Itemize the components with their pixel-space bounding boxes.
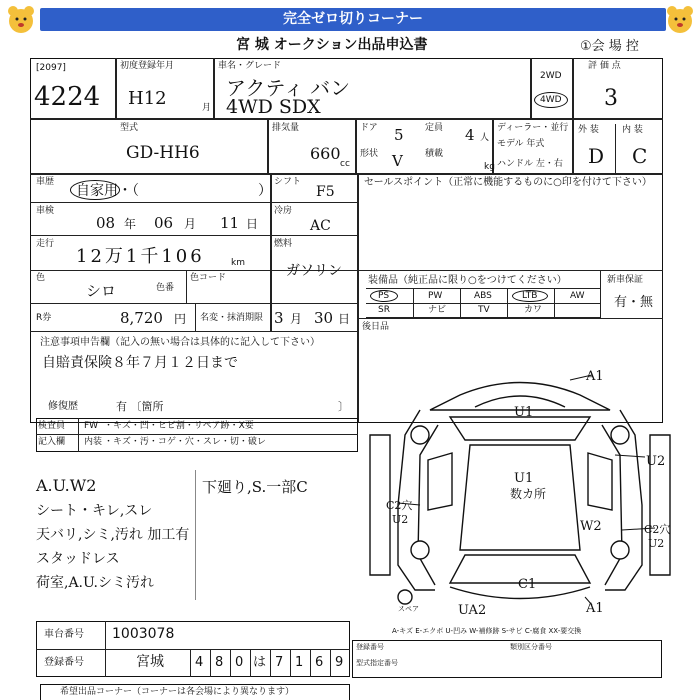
inspection-year: 08	[96, 214, 116, 232]
warranty-value: 有・無	[614, 295, 654, 310]
color-value: シロ	[86, 282, 117, 300]
type-designation-label: 型式指定番号	[356, 659, 398, 667]
repair-close: 〕	[338, 400, 349, 413]
plate-region: 宮城	[136, 654, 164, 670]
reg-number-label: 登録番号	[356, 643, 384, 651]
inspection-label: 車検	[36, 206, 55, 216]
plate-digit: 7	[275, 655, 284, 670]
plate-label: 登録番号	[44, 657, 84, 668]
inspection-month: 06	[154, 214, 174, 232]
damage-mark: A1	[586, 601, 604, 616]
color-number-label: 色番	[156, 283, 175, 293]
title-deadline-day-unit: 日	[338, 312, 351, 326]
load-label: 積載	[425, 149, 444, 159]
aircon-label: 冷房	[274, 206, 293, 216]
inspector-note: スタッドレス	[36, 551, 120, 567]
mileage-unit: km	[231, 258, 245, 268]
model-year-label: モデル 年式	[497, 139, 545, 149]
plate-digit: 0	[235, 655, 244, 670]
displacement-unit: cc	[340, 159, 350, 169]
inspector-note: A.U.W2	[36, 476, 97, 495]
repair-value: 有 〔箇所	[116, 400, 164, 413]
notice-line: 自賠責保険８年７月１２日まで	[42, 355, 238, 371]
shape-label: 形状	[360, 149, 379, 159]
wish-corner-label: 希望出品コーナー（コーナーは各会場により異なります）	[60, 687, 295, 697]
color-label: 色	[36, 273, 46, 283]
exterior-grade: D	[588, 144, 605, 168]
usage-label: 車歴	[36, 177, 55, 187]
model-value: GD-HH6	[126, 143, 200, 163]
equip-aw: AW	[570, 291, 585, 301]
repair-label: 修復歴	[48, 401, 78, 412]
equip-abs: ABS	[474, 291, 492, 301]
mileage-value: 12万1千106	[76, 246, 205, 267]
title-deadline-label: 名変・抹消期限	[200, 313, 264, 323]
model-label: 型式	[120, 123, 139, 133]
inspector-note: 荷室,A.U.シミ汚れ	[36, 575, 154, 591]
score-value: 3	[604, 86, 618, 111]
check-row1: ・キズ・凹・ヒビ割・リペア跡・X要	[104, 421, 254, 431]
color-code-label: 色コード	[190, 273, 227, 283]
category-label: 類別区分番号	[510, 643, 552, 651]
equip-ltb: LTB	[522, 291, 538, 301]
usage-close: ）	[258, 183, 272, 199]
damage-mark: A1	[586, 369, 604, 384]
exterior-label: 外 装	[578, 125, 599, 135]
check-row2: ・キズ・汚・コゲ・穴・スレ・切・破レ	[104, 437, 266, 447]
recycle-unit: 円	[174, 312, 187, 326]
inspection-day: 11	[220, 214, 240, 232]
mascot-icon	[664, 4, 696, 34]
month-unit: 月	[202, 103, 212, 113]
registration-codes-box	[352, 640, 662, 678]
drive-4wd: 4WD	[540, 95, 562, 105]
interior-grade: C	[632, 144, 648, 168]
damage-mark: U2	[392, 513, 409, 526]
drive-2wd: 2WD	[540, 71, 562, 81]
dealer-label: ディーラー・並行	[497, 123, 569, 133]
capacity-label: 定員	[425, 123, 444, 133]
car-name: アクティ バン	[226, 76, 351, 100]
equip-sr: SR	[378, 305, 390, 315]
plate-digit: は	[253, 655, 267, 670]
inspector-note-right: 下廻り,S.一部C	[202, 478, 308, 496]
damage-mark: C2穴	[386, 499, 413, 512]
first-registration-label: 初度登録年月	[120, 61, 175, 71]
plate-digit: 1	[295, 655, 304, 670]
damage-mark: UA2	[458, 603, 487, 618]
inspector-note: 天バリ,シミ,汚れ 加工有	[36, 527, 190, 543]
fuel-value: ガソリン	[286, 263, 342, 279]
car-name-label: 車名・グレード	[218, 61, 282, 71]
notice-label: 注意事項申告欄（記入の無い場合は具体的に記入して下さい）	[40, 337, 320, 348]
plate-digit: 8	[215, 655, 224, 670]
plate-digit: 6	[315, 655, 324, 670]
displacement-label: 排気量	[272, 123, 300, 133]
plate-digit: 9	[335, 655, 344, 670]
inspection-year-unit: 年	[124, 217, 137, 231]
equip-pw: PW	[428, 291, 443, 301]
damage-mark: C1	[518, 577, 537, 592]
damage-mark: U2	[648, 537, 665, 550]
shift-label: シフト	[274, 177, 302, 187]
doors-value: 5	[394, 126, 404, 144]
damage-mark: U2	[646, 454, 666, 469]
plate-digit: 4	[195, 655, 204, 670]
chassis-label: 車台番号	[44, 629, 84, 640]
title-deadline-day: 30	[314, 309, 334, 327]
header-banner: 完全ゼロ切りコーナー	[40, 8, 666, 31]
damage-mark: W2	[580, 519, 602, 534]
equip-ps: PS	[378, 291, 390, 301]
warranty-label: 新車保証	[607, 275, 644, 285]
fuel-label: 燃料	[274, 239, 293, 249]
later-items-label: 後日品	[362, 322, 390, 332]
equip-navi: ナビ	[428, 305, 447, 315]
load-unit: kg	[484, 162, 495, 172]
shift-value: F5	[316, 184, 335, 200]
first-registration-year: H12	[128, 88, 167, 109]
damage-mark: U1	[514, 471, 534, 486]
usage-value: 自家用・（	[76, 183, 139, 199]
equipment-label: 装備品（純正品に限り○をつけてください）	[368, 275, 567, 286]
check-row1-head: FW	[84, 421, 99, 431]
equip-leather: カワ	[524, 305, 543, 315]
car-grade: 4WD SDX	[226, 96, 321, 118]
damage-mark: C2穴	[644, 523, 671, 536]
inspection-day-unit: 日	[246, 217, 259, 231]
doors-label: ドア	[360, 123, 378, 133]
equip-tv: TV	[478, 305, 490, 315]
title-deadline-month: 3	[274, 309, 284, 327]
lot-code: [2097]	[36, 63, 66, 73]
mascot-icon	[5, 4, 37, 34]
handle-label: ハンドル 左・右	[497, 159, 563, 169]
diagram-legend: A-キズ E-エクボ U-凹み W-補修跡 S-サビ C-腐食 XX-要交換	[392, 627, 582, 635]
capacity-value: 4	[465, 126, 475, 144]
inspector-note: シート・キレ,スレ	[36, 503, 153, 519]
spare-label: スペア	[398, 605, 419, 613]
score-label: 評 価 点	[588, 61, 621, 71]
check-row2-head: 内装	[84, 437, 103, 447]
capacity-unit: 人	[480, 133, 490, 143]
form-title: 宮 城 オークション出品申込書	[236, 37, 428, 53]
title-deadline-month-unit: 月	[290, 312, 303, 326]
shape-value: V	[392, 152, 403, 170]
damage-mark: 数カ所	[510, 487, 547, 501]
inspector-label: 検査員	[38, 421, 66, 431]
venue-copy-label: ①会 場 控	[580, 39, 639, 54]
entry-label: 記入欄	[38, 437, 66, 447]
aircon-value: AC	[310, 218, 331, 234]
displacement-value: 660	[310, 144, 341, 163]
recycle-label: R券	[36, 313, 52, 323]
lot-number: 4224	[34, 82, 101, 112]
interior-label: 内 装	[622, 125, 643, 135]
recycle-value: 8,720	[120, 309, 163, 327]
inspection-month-unit: 月	[184, 217, 197, 231]
damage-mark: U1	[514, 405, 534, 420]
sales-point-label: セールスポイント（正常に機能するものに○印を付けて下さい）	[364, 177, 652, 188]
chassis-number: 1003078	[112, 626, 175, 642]
mileage-label: 走行	[36, 239, 55, 249]
